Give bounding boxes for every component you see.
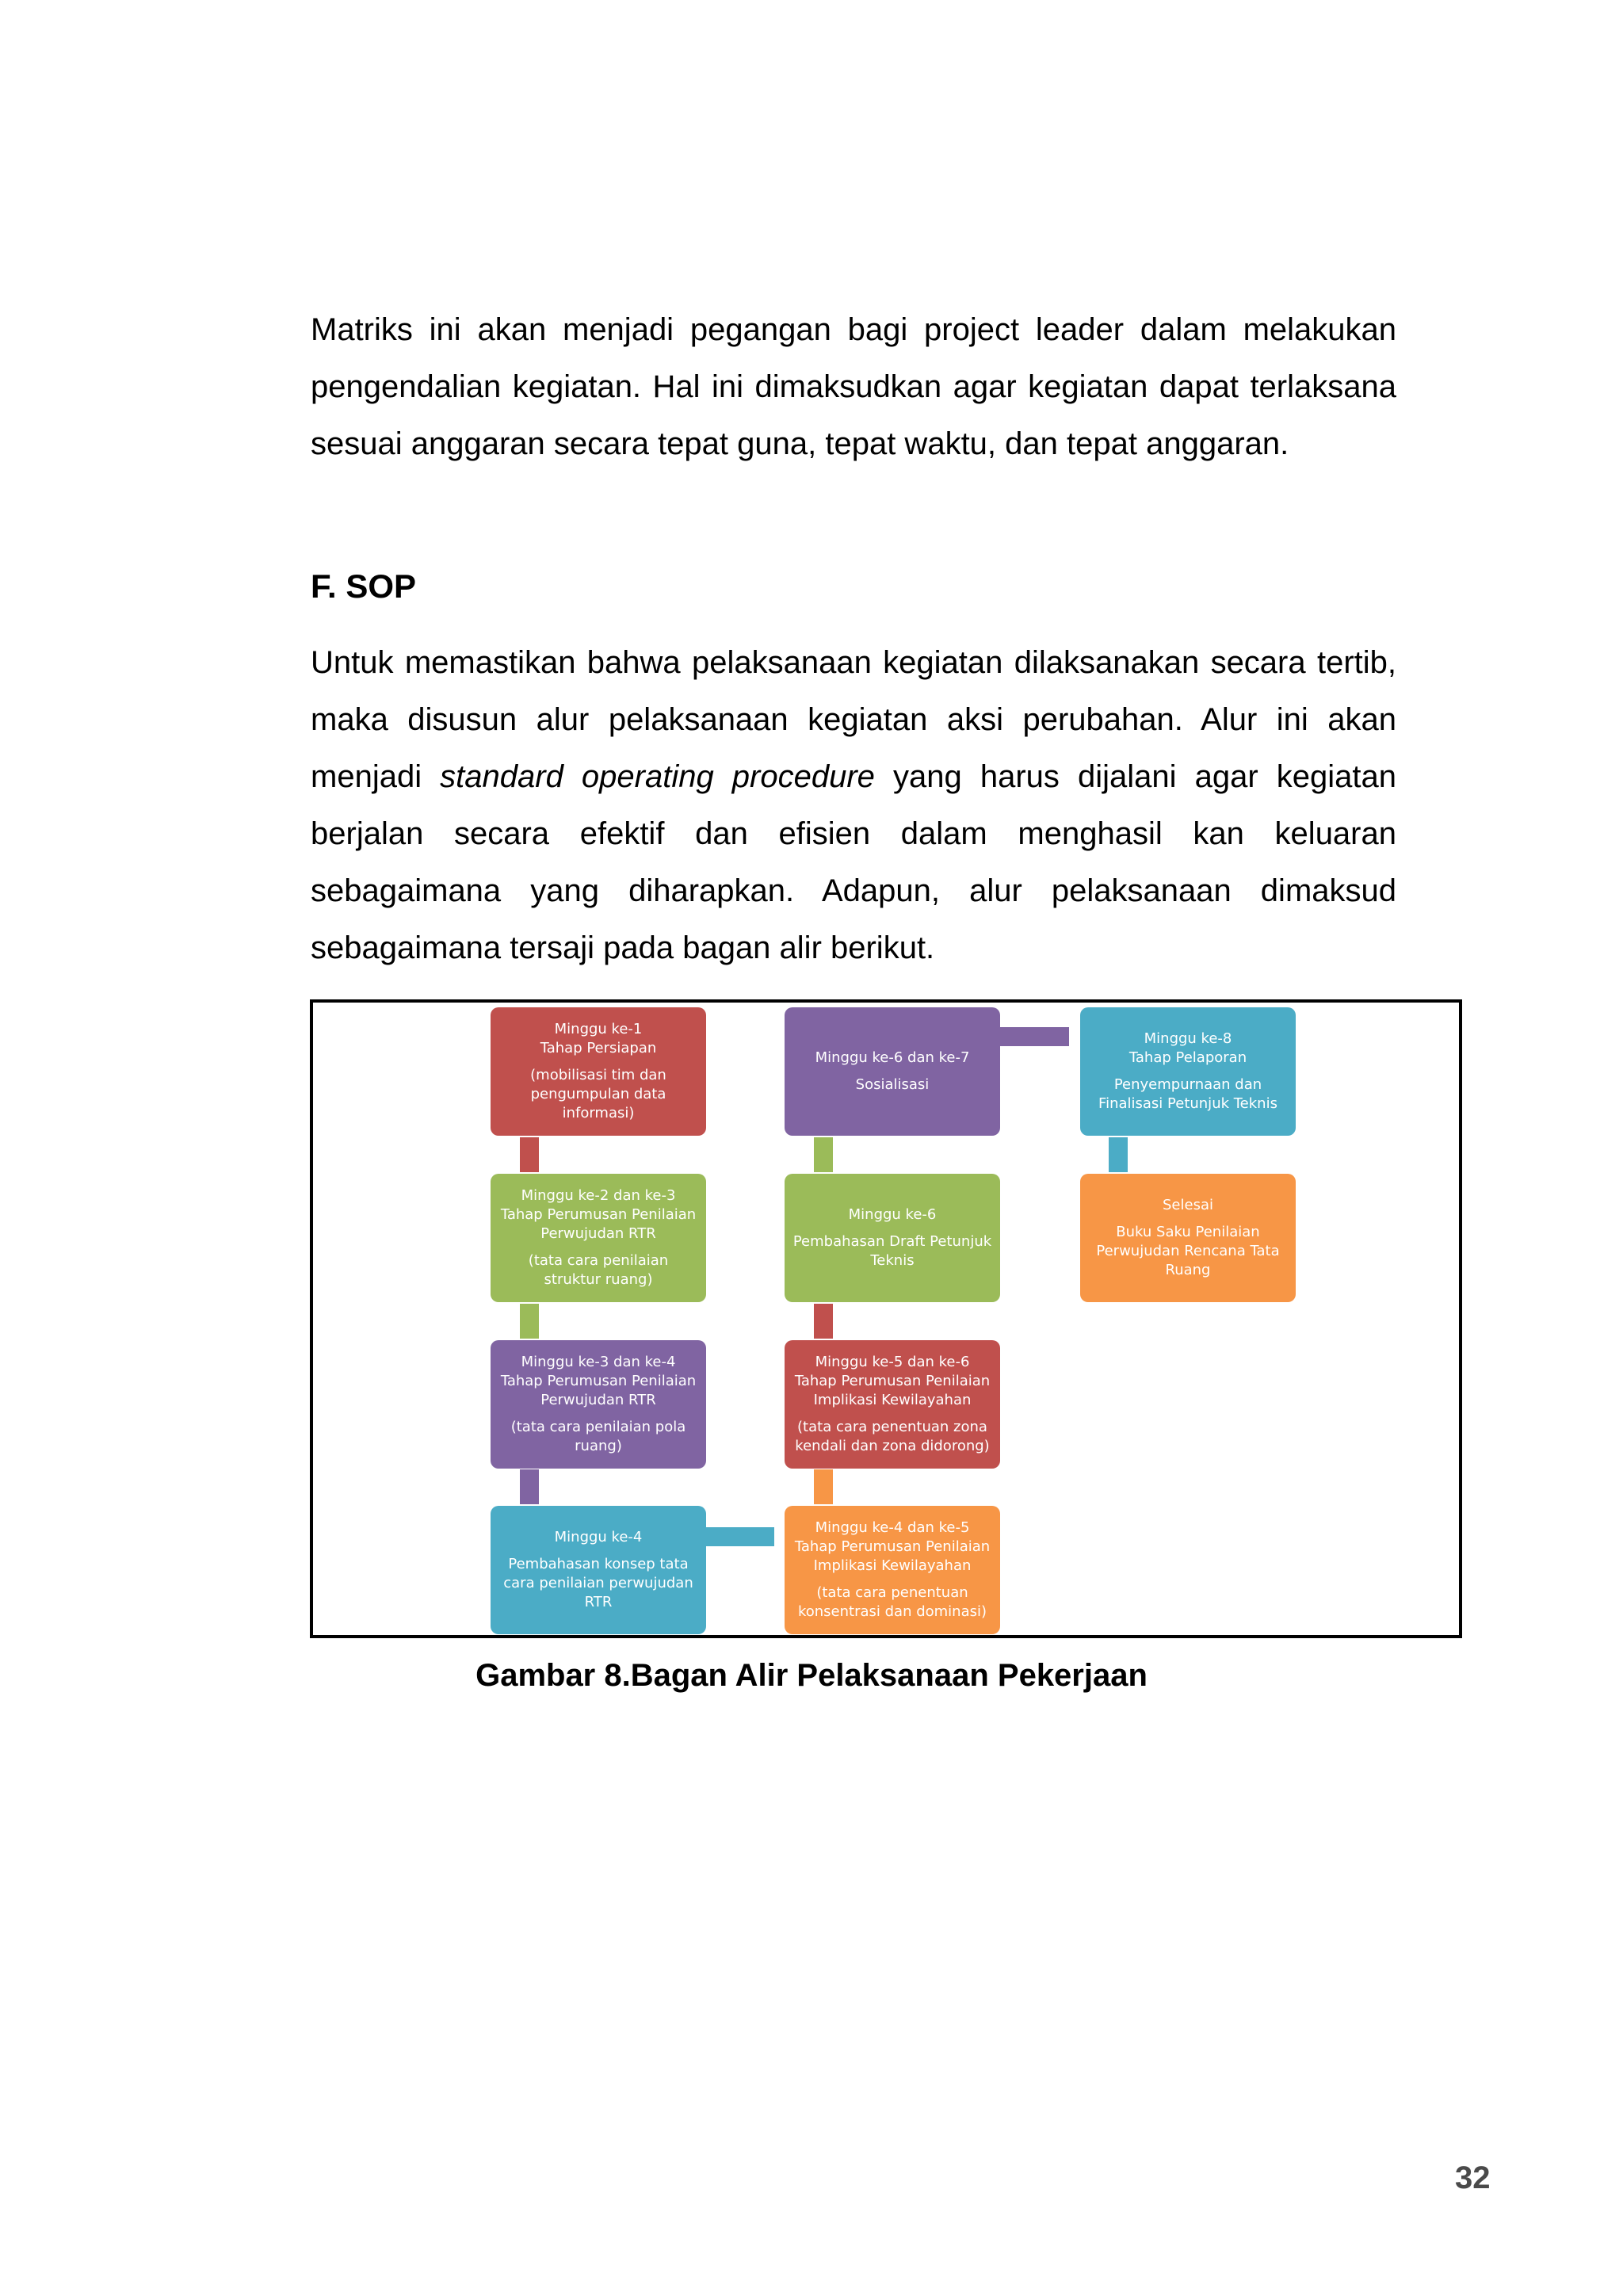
paragraph-matriks: Matriks ini akan menjadi pegangan bagi project leader dalam melakukan pengendalian kegiatan. Hal ini dimaksudkan agar kegiatan dapat terlaksana sesuai anggaran secara tepat guna, tepat waktu, dan tepat anggaran. [311, 312, 1396, 461]
connector-w67-w8 [999, 1027, 1069, 1046]
flow-box-week-5-6-note: (tata cara penentuan zona kendali dan zona didorong) [795, 1419, 990, 1454]
connector-w6-w67 [814, 1137, 833, 1172]
flow-box-week-8-week: Minggu ke-8 [1144, 1030, 1232, 1047]
flow-box-week-3-4-note: (tata cara penilaian pola ruang) [510, 1419, 686, 1454]
flow-box-week-8 [1080, 1007, 1296, 1136]
flow-box-week-5-6 [785, 1340, 1000, 1469]
flow-box-week-4-5-week: Minggu ke-4 dan ke-5 [815, 1519, 970, 1536]
flow-box-week-3-4-week: Minggu ke-3 dan ke-4 [521, 1354, 676, 1370]
paragraph-sop [311, 634, 1396, 976]
paragraph-sop-text-2: yang harus dijalani agar kegiatan berjalan secara efektif dan efisien dalam menghasil kan keluaran sebagaimana yang diharapkan. Adapun, alur pelaksanaan dimaksud sebagaimana tersaji pada bagan alir berikut. [311, 759, 1396, 965]
flow-box-week-1-week: Minggu ke-1 [554, 1021, 643, 1037]
connector-w8-done [1109, 1137, 1128, 1172]
connector-w23-w34 [520, 1304, 539, 1339]
flow-box-week-1-note: (mobilisasi tim dan pengumpulan data informasi) [530, 1067, 666, 1121]
flow-box-week-8-title: Tahap Pelaporan [1128, 1049, 1247, 1066]
connector-w4-w45 [705, 1527, 774, 1546]
flow-box-week-4-5-title: Tahap Perumusan Penilaian Implikasi Kewilayahan [794, 1538, 991, 1574]
flow-box-week-6-7-title: Sosialisasi [855, 1076, 930, 1093]
flow-box-finished-week: Selesai [1163, 1197, 1213, 1213]
flow-box-week-5-6-title: Tahap Perumusan Penilaian Implikasi Kewilayahan [794, 1373, 991, 1408]
page-number: 32 [1455, 2160, 1491, 2195]
flow-box-week-3-4 [491, 1340, 706, 1469]
connector-w1-w23 [520, 1137, 539, 1172]
flow-box-week-3-4-title: Tahap Perumusan Penilaian Perwujudan RTR [500, 1373, 697, 1408]
connector-w34-w4 [520, 1469, 539, 1504]
flow-box-week-1-title: Tahap Persiapan [540, 1040, 657, 1056]
flow-box-week-2-3-note: (tata cara penilaian struktur ruang) [528, 1252, 669, 1288]
figure-caption: Gambar 8.Bagan Alir Pelaksanaan Pekerjaan [475, 1658, 1148, 1693]
flow-box-week-2-3 [491, 1174, 706, 1302]
flow-box-week-2-3-title: Tahap Perumusan Penilaian Perwujudan RTR [500, 1206, 697, 1242]
flowchart-figure [310, 999, 1462, 1638]
flow-box-week-6-week: Minggu ke-6 [848, 1206, 937, 1223]
flow-box-week-1 [491, 1007, 706, 1136]
flow-box-week-6-7 [785, 1007, 1000, 1136]
flow-box-week-4-5-note: (tata cara penentuan konsentrasi dan dominasi) [797, 1584, 987, 1620]
flow-box-finished [1080, 1174, 1296, 1302]
connector-w56-w6 [814, 1304, 833, 1339]
flow-box-week-5-6-week: Minggu ke-5 dan ke-6 [815, 1354, 970, 1370]
flow-box-week-4 [491, 1506, 706, 1634]
flow-box-week-6-title: Pembahasan Draft Petunjuk Teknis [792, 1233, 992, 1269]
flow-box-week-4-title: Pembahasan konsep tata cara penilaian perwujudan RTR [503, 1556, 693, 1610]
flow-box-week-4-5 [785, 1506, 1000, 1634]
flow-box-week-6 [785, 1174, 1000, 1302]
flow-box-week-8-note: Penyempurnaan dan Finalisasi Petunjuk Teknis [1098, 1076, 1277, 1112]
flow-box-week-4-week: Minggu ke-4 [554, 1529, 643, 1545]
flow-box-week-6-7-week: Minggu ke-6 dan ke-7 [815, 1049, 970, 1066]
paragraph-sop-italic: standard operating procedure [440, 759, 875, 794]
flow-box-week-2-3-week: Minggu ke-2 dan ke-3 [521, 1187, 676, 1204]
section-heading-sop: F. SOP [311, 567, 417, 605]
paragraph-sop-text-1: Untuk memastikan bahwa pelaksanaan kegiatan dilaksanakan secara tertib, maka disusun alur pelaksanaan kegiatan aksi perubahan. Alur ini akan menjadi [311, 645, 1396, 794]
flow-box-finished-title: Buku Saku Penilaian Perwujudan Rencana Tata Ruang [1096, 1224, 1280, 1278]
connector-w45-w56 [814, 1469, 833, 1504]
